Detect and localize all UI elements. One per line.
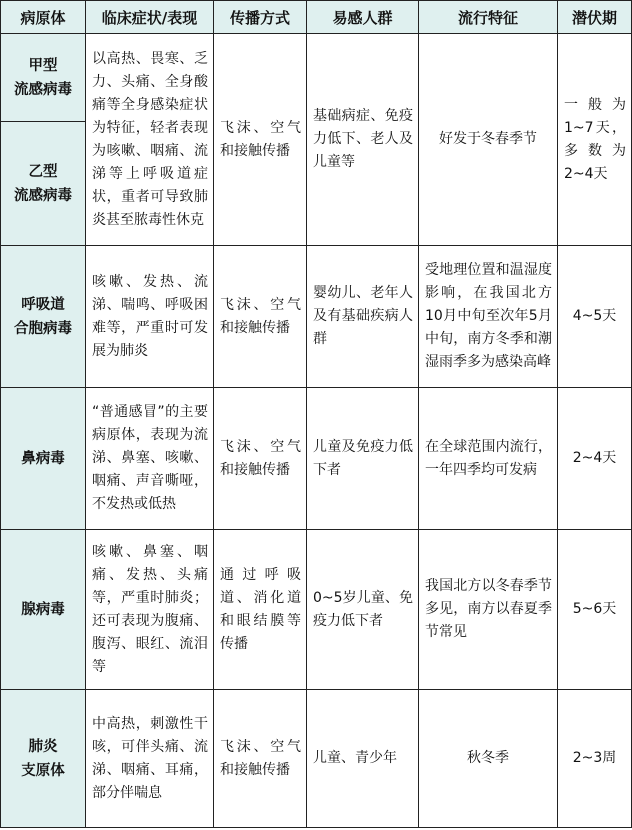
pathogen-name: [1, 388, 86, 530]
transmission-cell: 飞沫、空气和接触传播: [214, 246, 307, 388]
header-transmission: 传播方式: [214, 1, 307, 34]
table-row-rsv: [1, 246, 632, 388]
epidemic-cell: 我国北方以冬春季节多见，南方以春夏季节常见: [419, 530, 558, 690]
header-population: 易感人群: [307, 1, 419, 34]
population-cell: 婴幼儿、老年人及有基础疾病人群: [307, 246, 419, 388]
symptoms-cell: 咳嗽、发热、流涕、喘鸣、呼吸困难等，严重时可发展为肺炎: [86, 246, 214, 388]
transmission-cell: 飞沫、空气和接触传播: [214, 690, 307, 828]
pathogen-name-line: 合胞病毒: [14, 320, 72, 337]
incubation-cell: 一般为1~7天，多数为2~4天: [558, 34, 632, 246]
table-row-mycoplasma: [1, 690, 632, 828]
incubation-cell: 4~5天: [558, 246, 632, 388]
table-row-rhinovirus: [1, 388, 632, 530]
pathogen-name: [1, 122, 86, 246]
header-epidemic: 流行特征: [419, 1, 558, 34]
epidemic-cell: 好发于冬春季节: [419, 34, 558, 246]
table-row-influenza-a: [1, 34, 632, 122]
header-incubation: 潜伏期: [558, 1, 632, 34]
symptoms-cell: 以高热、畏寒、乏力、头痛、全身酸痛等全身感染症状为特征，轻者表现为咳嗽、咽痛、流涕等上呼吸道症状，重者可导致肺炎甚至脓毒性休克: [86, 34, 214, 246]
population-cell: 儿童、青少年: [307, 690, 419, 828]
transmission-cell: 飞沫、空气和接触传播: [214, 388, 307, 530]
transmission-cell: 通过呼吸道、消化道和眼结膜等传播: [214, 530, 307, 690]
population-cell: 儿童及免疫力低下者: [307, 388, 419, 530]
population-cell: 基础病症、免疫力低下、老人及儿童等: [307, 34, 419, 246]
pathogen-name-line: 肺炎: [28, 738, 58, 755]
pathogen-name: [1, 34, 86, 122]
header-pathogen: 病原体: [1, 1, 86, 34]
epidemic-cell: 受地理位置和温湿度影响，在我国北方10月中旬至次年5月中旬，南方冬季和潮湿雨季多为感染高峰: [419, 246, 558, 388]
pathogen-name-line: 腺病毒: [21, 601, 65, 618]
pathogen-name-line: 鼻病毒: [21, 450, 65, 467]
pathogen-name-line: 乙型: [28, 163, 58, 180]
pathogen-name: [1, 246, 86, 388]
header-row: [1, 1, 632, 34]
incubation-cell: 5~6天: [558, 530, 632, 690]
incubation-cell: 2~4天: [558, 388, 632, 530]
header-symptoms: 临床症状/表现: [86, 1, 214, 34]
pathogen-name-line: 呼吸道: [21, 296, 65, 313]
transmission-cell: 飞沫、空气和接触传播: [214, 34, 307, 246]
symptoms-cell: 咳嗽、鼻塞、咽痛、发热、头痛等，严重时肺炎；还可表现为腹痛、腹泻、眼红、流泪等: [86, 530, 214, 690]
incubation-cell: 2~3周: [558, 690, 632, 828]
pathogen-name: [1, 690, 86, 828]
pathogen-name: [1, 530, 86, 690]
pathogen-name-line: 支原体: [21, 762, 65, 779]
symptoms-cell: “普通感冒”的主要病原体，表现为流涕、鼻塞、咳嗽、咽痛、声音嘶哑，不发热或低热: [86, 388, 214, 530]
symptoms-cell: 中高热，刺激性干咳，可伴头痛、流涕、咽痛、耳痛，部分伴喘息: [86, 690, 214, 828]
table-row-adenovirus: [1, 530, 632, 690]
population-cell: 0~5岁儿童、免疫力低下者: [307, 530, 419, 690]
pathogen-name-line: 流感病毒: [14, 187, 72, 204]
epidemic-cell: 秋冬季: [419, 690, 558, 828]
pathogen-name-line: 流感病毒: [14, 81, 72, 98]
pathogen-name-line: 甲型: [28, 57, 58, 74]
epidemic-cell: 在全球范围内流行，一年四季均可发病: [419, 388, 558, 530]
